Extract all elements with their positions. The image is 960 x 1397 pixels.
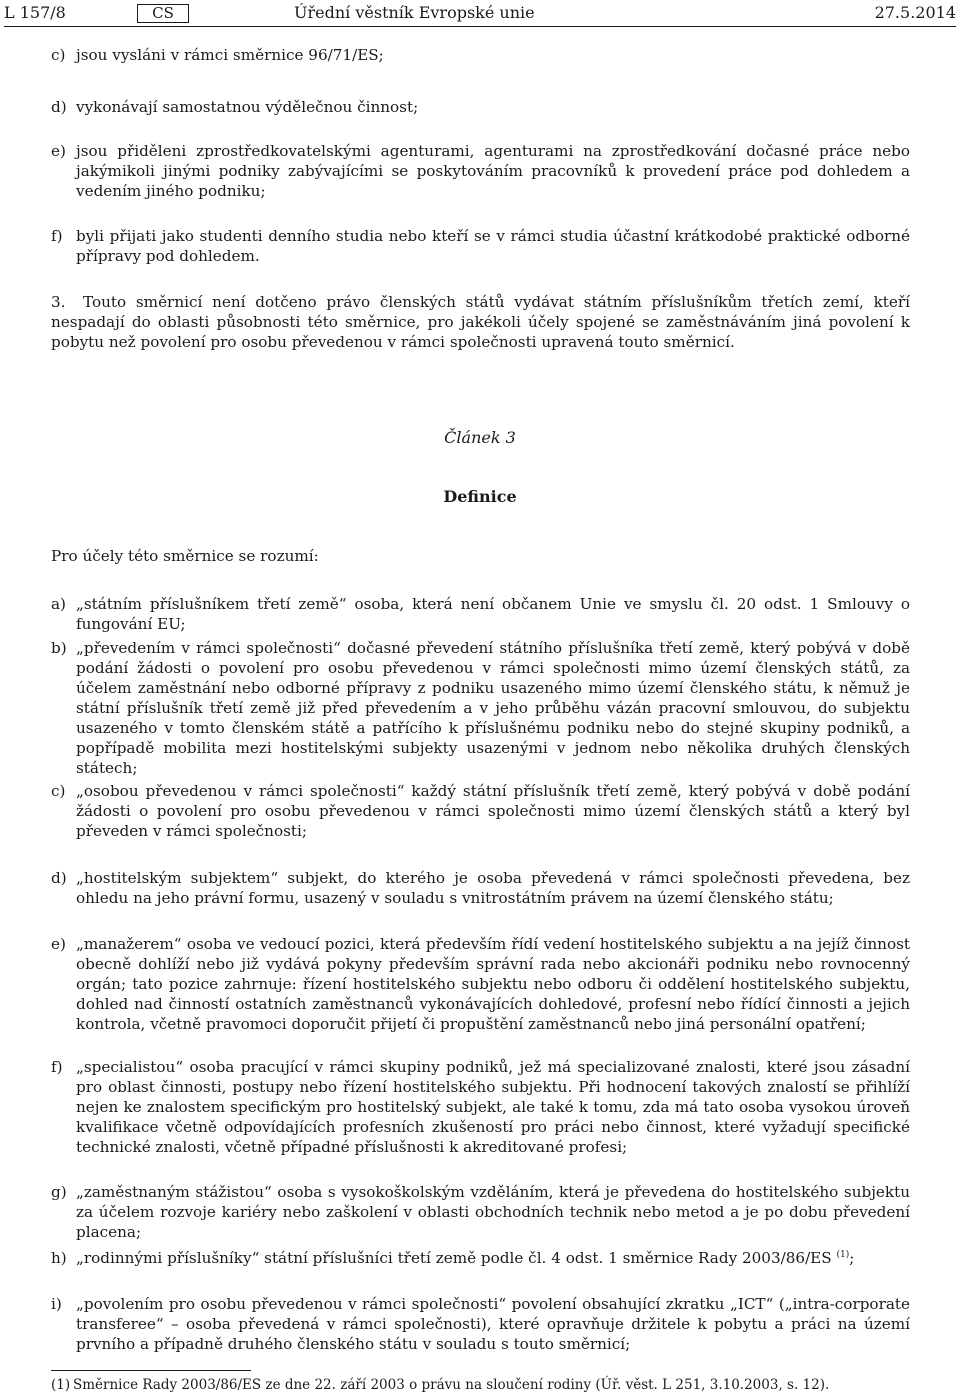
definition-label: a) <box>51 595 66 613</box>
list-item-label: e) <box>51 142 66 160</box>
language-badge: CS <box>137 4 189 23</box>
definition-label: f) <box>51 1058 63 1076</box>
footnote-reference[interactable]: (1) <box>836 1249 850 1260</box>
list-item-label: c) <box>51 46 66 64</box>
definition-text: „osobou převedenou v rámci společnosti“ každý státní příslušník třetí země, který pobývá v době podání žádosti o povolení pro osobu převedenou v rámci společnosti mimo území členských států a který byl převeden v rámci společnosti; <box>76 782 910 840</box>
definition-item-b <box>51 638 910 778</box>
definition-label: i) <box>51 1295 62 1313</box>
list-item-f <box>51 226 910 266</box>
definition-label: e) <box>51 935 66 953</box>
definition-text: „hostitelským subjektem“ subjekt, do kterého je osoba převedená v rámci společnosti převedena, bez ohledu na jeho právní formu, usazený v souladu s vnitrostátním právem na území členského státu; <box>76 869 910 907</box>
footnote-text: Směrnice Rady 2003/86/ES ze dne 22. září 2003 o právu na sloučení rodiny (Úř. věst. L 251, 3.10.2003, s. 12). <box>73 1377 830 1393</box>
list-item-c <box>51 45 910 65</box>
footnote-rule <box>51 1370 251 1371</box>
article-intro: Pro účely této směrnice se rozumí: <box>51 547 319 565</box>
definition-item-f <box>51 1057 910 1157</box>
publication-date: 27.5.2014 <box>874 3 956 22</box>
footnote-mark: (1) <box>51 1377 71 1393</box>
definition-text: „specialistou“ osoba pracující v rámci skupiny podniků, jež má specializované znalosti, které jsou zásadní pro oblast činnosti, postupy nebo řízení hostitelského subjektu. Při hodnocení takových znalostí se přihlíží nejen ke znalostem specifickým pro hostitelský subjekt, ale také k tomu, zda má tato osoba vysokou úroveň kvalifikace včetně odpovídajících profesních zkušeností pro práci nebo činnost, které vyžadují specifické technické znalosti, včetně případné příslušnosti k akreditované profesi; <box>76 1058 910 1156</box>
definition-label: c) <box>51 782 66 800</box>
list-item-text: jsou vysláni v rámci směrnice 96/71/ES; <box>76 46 384 64</box>
list-item-text: vykonávají samostatnou výdělečnou činnost; <box>76 98 419 116</box>
definition-label: b) <box>51 639 67 657</box>
definition-item-i <box>51 1294 910 1354</box>
list-item-text: byli přijati jako studenti denního studia nebo kteří se v rámci studia účastní krátkodobé praktické odborné přípravy pod dohledem. <box>76 227 910 265</box>
definition-item-a <box>51 594 910 634</box>
header-rule <box>4 26 956 27</box>
definition-item-e <box>51 934 910 1034</box>
definition-text: „státním příslušníkem třetí země“ osoba, která není občanem Unie ve smyslu čl. 20 odst. 1 Smlouvy o fungování EU; <box>76 595 910 633</box>
definition-text: „převedením v rámci společnosti“ dočasné převedení státního příslušníka třetí země, který pobývá v době podání žádosti o povolení pro osobu převedenou v rámci společnosti mimo území členských států, za účelem zaměstnání nebo odborné přípravy z podniku usazeného mimo území členského státu, k němuž je státní příslušník třetí země již před převedením a v jeho průběhu vázán pracovní smlouvou, do subjektu usazeného v tomto členském státě a patřícího k příslušnému podniku nebo do stejné skupiny podniků, a popřípadě mobilita mezi hostitelskými subjekty usazenými v jednom nebo několika druhých členských státech; <box>76 639 910 777</box>
definition-label: g) <box>51 1183 67 1201</box>
journal-title: Úřední věstník Evropské unie <box>294 3 535 22</box>
paragraph-number: 3. <box>51 293 66 311</box>
paragraph-3 <box>51 292 910 352</box>
definition-text: „povolením pro osobu převedenou v rámci společnosti“ povolení obsahující zkratku „ICT“ („intra-corporate transferee“ – osoba převedená v rámci společnosti), které opravňuje držitele k pobytu a práci na území prvního a případně druhého členského státu v souladu s touto směrnicí; <box>76 1295 910 1353</box>
definition-label: h) <box>51 1249 67 1267</box>
definition-item-c <box>51 781 910 841</box>
definition-text: „zaměstnaným stážistou“ osoba s vysokoškolským vzděláním, která je převedena do hostitelského subjektu za účelem rozvoje kariéry nebo zaškolení v oblasti obchodních technik nebo metod a je po dobu převedení placena; <box>76 1183 910 1241</box>
page-reference: L 157/8 <box>4 3 66 22</box>
list-item-label: f) <box>51 227 63 245</box>
definition-text-wrap <box>76 1248 910 1268</box>
article-title: Definice <box>443 487 517 506</box>
list-item-e <box>51 141 910 201</box>
list-item-d <box>51 97 910 117</box>
footnote <box>51 1376 910 1394</box>
definition-item-d <box>51 868 910 908</box>
definition-item-g <box>51 1182 910 1242</box>
list-item-label: d) <box>51 98 67 116</box>
definition-text: „manažerem“ osoba ve vedoucí pozici, která především řídí vedení hostitelského subjektu a na jejíž činnost obecně dohlíží nebo již vydává pokyny především správní rada nebo akcionáři podniku nebo rovnocenný orgán; tato pozice zahrnuje: řízení hostitelského subjektu nebo odboru či oddělení hostitelského subjektu, dohled nad činností ostatních zaměstnanců vykonávajících dohledové, profesní nebo řídící činnosti a jejich kontrola, včetně pravomoci doporučit přijetí či propuštění zaměstnanců nebo jiná personální opatření; <box>76 935 910 1033</box>
definition-text: „rodinnými příslušníky“ státní příslušníci třetí země podle čl. 4 odst. 1 směrnice Rady 2003/86/ES <box>76 1249 832 1267</box>
definition-text-tail: ; <box>849 1249 855 1267</box>
article-heading: Článek 3 <box>444 428 516 447</box>
definition-item-h <box>51 1248 910 1268</box>
paragraph-text: Touto směrnicí není dotčeno právo členských států vydávat státním příslušníkům třetích zemí, kteří nespadají do oblasti působnosti této směrnice, pro jakékoli účely spojené se zaměstnáváním jiná povolení k pobytu než povolení pro osobu převedenou v rámci společnosti upravená touto směrnicí. <box>51 293 910 351</box>
list-item-text: jsou přiděleni zprostředkovatelskými agenturami, agenturami na zprostředkování dočasné práce nebo jakýmikoli jinými podniky zabývajícími se poskytováním pracovníků k provedení práce pod dohledem a vedením jiného podniku; <box>76 142 910 200</box>
definition-label: d) <box>51 869 67 887</box>
page-header <box>4 2 956 24</box>
